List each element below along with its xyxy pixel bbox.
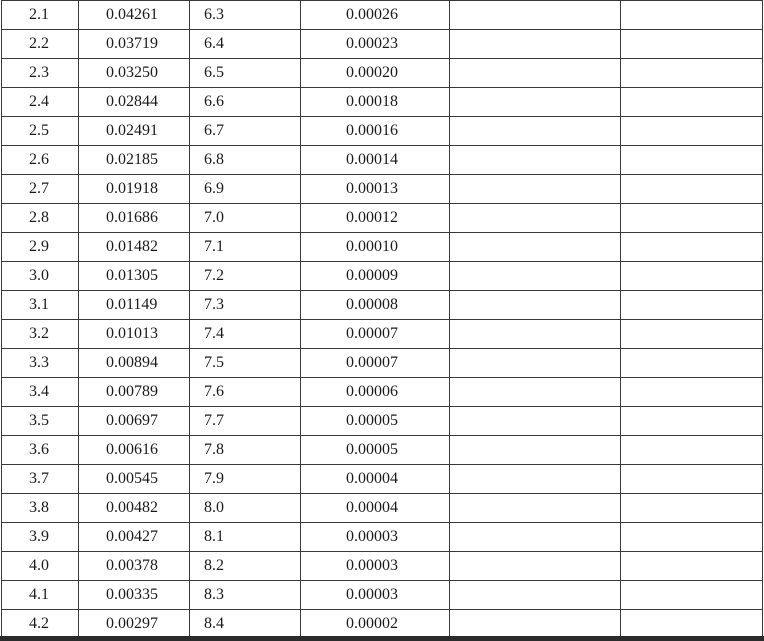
value-z: 3.2 — [2, 320, 79, 349]
empty-cell — [450, 291, 621, 320]
table-row — [2, 59, 763, 88]
value-p-2: 0.00012 — [301, 204, 450, 233]
empty-cell — [621, 523, 763, 552]
value-z: 2.5 — [2, 117, 79, 146]
table-row — [2, 465, 763, 494]
value-p-2: 0.00007 — [301, 349, 450, 378]
value-z: 3.4 — [2, 378, 79, 407]
value-p: 0.00482 — [79, 494, 190, 523]
bottom-rule — [0, 636, 764, 641]
value-z: 2.8 — [2, 204, 79, 233]
value-p-2: 0.00004 — [301, 465, 450, 494]
value-z: 3.6 — [2, 436, 79, 465]
table-row — [2, 291, 763, 320]
empty-cell — [621, 378, 763, 407]
empty-cell — [450, 1, 621, 30]
value-z-2: 6.6 — [190, 88, 301, 117]
empty-cell — [621, 610, 763, 639]
value-z-2: 8.1 — [190, 523, 301, 552]
value-p: 0.00789 — [79, 378, 190, 407]
value-z-2: 7.5 — [190, 349, 301, 378]
value-p: 0.00545 — [79, 465, 190, 494]
empty-cell — [621, 552, 763, 581]
value-z-2: 6.8 — [190, 146, 301, 175]
value-p-2: 0.00014 — [301, 146, 450, 175]
table-row — [2, 30, 763, 59]
value-p: 0.00378 — [79, 552, 190, 581]
value-p: 0.01482 — [79, 233, 190, 262]
probability-table — [1, 0, 763, 639]
table-row — [2, 436, 763, 465]
table-row — [2, 117, 763, 146]
value-p-2: 0.00005 — [301, 436, 450, 465]
empty-cell — [621, 117, 763, 146]
value-p-2: 0.00023 — [301, 30, 450, 59]
value-z: 3.1 — [2, 291, 79, 320]
value-z-2: 6.5 — [190, 59, 301, 88]
value-p: 0.01918 — [79, 175, 190, 204]
empty-cell — [450, 59, 621, 88]
value-z-2: 6.9 — [190, 175, 301, 204]
value-z: 3.5 — [2, 407, 79, 436]
value-z-2: 7.7 — [190, 407, 301, 436]
value-p-2: 0.00003 — [301, 581, 450, 610]
empty-cell — [450, 407, 621, 436]
value-z-2: 7.8 — [190, 436, 301, 465]
empty-cell — [450, 610, 621, 639]
empty-cell — [450, 175, 621, 204]
value-z-2: 7.1 — [190, 233, 301, 262]
value-z: 3.3 — [2, 349, 79, 378]
value-z-2: 8.0 — [190, 494, 301, 523]
table-row — [2, 523, 763, 552]
empty-cell — [621, 581, 763, 610]
value-z-2: 7.9 — [190, 465, 301, 494]
value-p: 0.00894 — [79, 349, 190, 378]
value-z: 2.2 — [2, 30, 79, 59]
empty-cell — [450, 88, 621, 117]
value-p: 0.02491 — [79, 117, 190, 146]
value-p-2: 0.00016 — [301, 117, 450, 146]
empty-cell — [621, 407, 763, 436]
value-p-2: 0.00008 — [301, 291, 450, 320]
table-row — [2, 146, 763, 175]
empty-cell — [621, 88, 763, 117]
value-p: 0.02844 — [79, 88, 190, 117]
value-z: 3.8 — [2, 494, 79, 523]
value-z: 2.6 — [2, 146, 79, 175]
empty-cell — [450, 523, 621, 552]
empty-cell — [621, 465, 763, 494]
empty-cell — [450, 436, 621, 465]
value-p: 0.00616 — [79, 436, 190, 465]
empty-cell — [621, 262, 763, 291]
value-p-2: 0.00004 — [301, 494, 450, 523]
empty-cell — [450, 552, 621, 581]
empty-cell — [450, 233, 621, 262]
empty-cell — [450, 146, 621, 175]
table-row — [2, 175, 763, 204]
value-p-2: 0.00005 — [301, 407, 450, 436]
value-p-2: 0.00013 — [301, 175, 450, 204]
value-z: 4.1 — [2, 581, 79, 610]
value-p-2: 0.00002 — [301, 610, 450, 639]
empty-cell — [621, 175, 763, 204]
empty-cell — [450, 349, 621, 378]
value-z: 2.9 — [2, 233, 79, 262]
empty-cell — [450, 30, 621, 59]
empty-cell — [450, 465, 621, 494]
empty-cell — [621, 494, 763, 523]
value-p-2: 0.00003 — [301, 552, 450, 581]
empty-cell — [621, 59, 763, 88]
value-p-2: 0.00007 — [301, 320, 450, 349]
value-p-2: 0.00003 — [301, 523, 450, 552]
empty-cell — [621, 320, 763, 349]
table-row — [2, 204, 763, 233]
value-z: 3.9 — [2, 523, 79, 552]
table-row — [2, 233, 763, 262]
value-z-2: 8.3 — [190, 581, 301, 610]
value-p-2: 0.00009 — [301, 262, 450, 291]
value-z: 4.0 — [2, 552, 79, 581]
value-z: 2.4 — [2, 88, 79, 117]
value-z-2: 7.4 — [190, 320, 301, 349]
table-row — [2, 88, 763, 117]
empty-cell — [450, 320, 621, 349]
value-z-2: 6.4 — [190, 30, 301, 59]
value-p: 0.00427 — [79, 523, 190, 552]
empty-cell — [621, 291, 763, 320]
value-z: 2.7 — [2, 175, 79, 204]
value-z-2: 7.2 — [190, 262, 301, 291]
value-p: 0.00335 — [79, 581, 190, 610]
value-z: 2.1 — [2, 1, 79, 30]
value-z-2: 6.3 — [190, 1, 301, 30]
empty-cell — [450, 117, 621, 146]
value-p-2: 0.00020 — [301, 59, 450, 88]
value-p: 0.01305 — [79, 262, 190, 291]
table-row — [2, 262, 763, 291]
value-p: 0.01149 — [79, 291, 190, 320]
value-p: 0.03250 — [79, 59, 190, 88]
table-row — [2, 552, 763, 581]
value-z: 3.7 — [2, 465, 79, 494]
value-z-2: 7.3 — [190, 291, 301, 320]
empty-cell — [621, 1, 763, 30]
table-row — [2, 494, 763, 523]
empty-cell — [621, 436, 763, 465]
empty-cell — [621, 146, 763, 175]
value-p: 0.00297 — [79, 610, 190, 639]
value-z: 4.2 — [2, 610, 79, 639]
value-z-2: 8.2 — [190, 552, 301, 581]
value-p: 0.04261 — [79, 1, 190, 30]
value-p: 0.00697 — [79, 407, 190, 436]
table-body — [2, 1, 763, 639]
empty-cell — [621, 233, 763, 262]
empty-cell — [621, 349, 763, 378]
table-row — [2, 378, 763, 407]
value-z-2: 7.6 — [190, 378, 301, 407]
value-p: 0.01686 — [79, 204, 190, 233]
empty-cell — [450, 378, 621, 407]
value-z-2: 8.4 — [190, 610, 301, 639]
value-z: 2.3 — [2, 59, 79, 88]
value-p-2: 0.00006 — [301, 378, 450, 407]
empty-cell — [450, 581, 621, 610]
table-row — [2, 581, 763, 610]
value-z-2: 7.0 — [190, 204, 301, 233]
value-p-2: 0.00026 — [301, 1, 450, 30]
empty-cell — [450, 204, 621, 233]
value-p: 0.01013 — [79, 320, 190, 349]
value-z-2: 6.7 — [190, 117, 301, 146]
table-row — [2, 320, 763, 349]
value-p: 0.02185 — [79, 146, 190, 175]
value-p: 0.03719 — [79, 30, 190, 59]
table-row — [2, 407, 763, 436]
table-row — [2, 610, 763, 639]
empty-cell — [450, 494, 621, 523]
empty-cell — [450, 262, 621, 291]
value-p-2: 0.00018 — [301, 88, 450, 117]
empty-cell — [621, 204, 763, 233]
value-z: 3.0 — [2, 262, 79, 291]
table-row — [2, 349, 763, 378]
empty-cell — [621, 30, 763, 59]
table-row — [2, 1, 763, 30]
value-p-2: 0.00010 — [301, 233, 450, 262]
